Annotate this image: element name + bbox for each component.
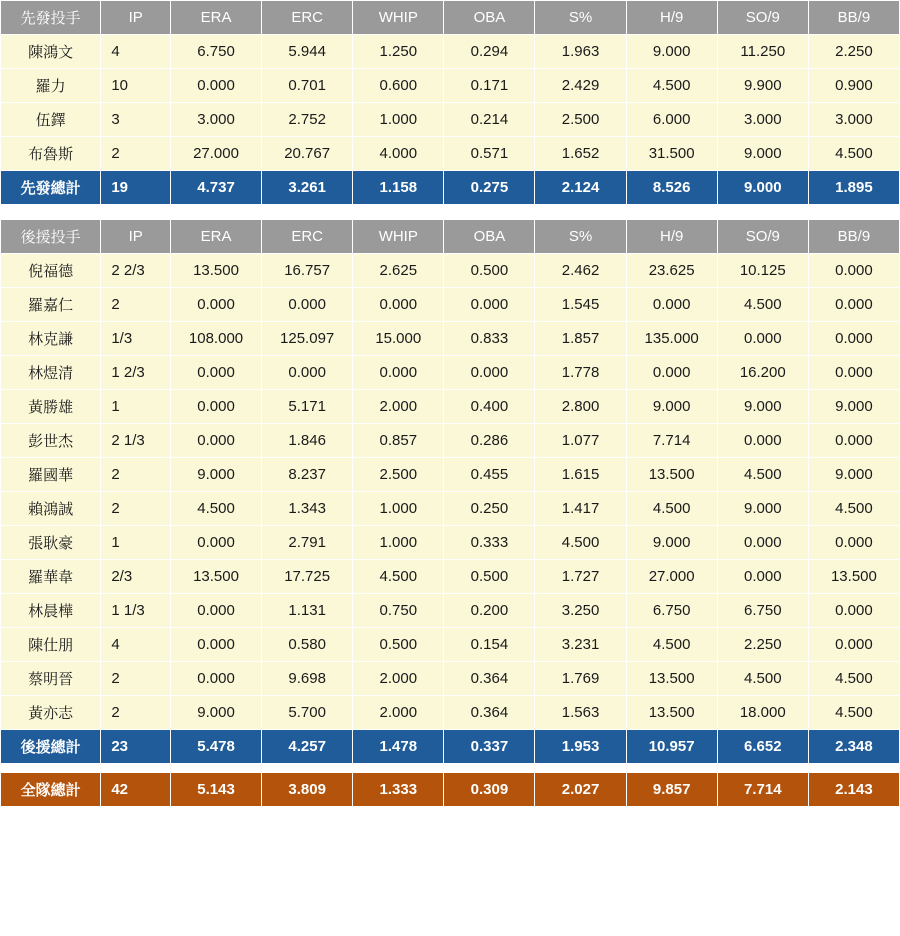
stat-h9: 9.000 [626,35,717,69]
stat-s-pct: 1.857 [535,322,626,356]
stat-ip: 4 [101,628,171,662]
stat-whip: 2.000 [353,696,444,730]
column-header-s-pct: S% [535,220,626,254]
total-whip: 1.478 [353,730,444,764]
column-header-erc: ERC [262,220,353,254]
stat-so9: 0.000 [717,424,808,458]
total-ip: 19 [101,171,171,205]
stat-ip: 1 1/3 [101,594,171,628]
starters-table-header [1,1,900,35]
player-name: 黃亦志 [1,696,101,730]
table-row [1,424,900,458]
total-oba: 0.337 [444,730,535,764]
stat-era: 13.500 [170,560,261,594]
total-whip: 1.158 [353,171,444,205]
column-header-h9: H/9 [626,220,717,254]
stat-s-pct: 3.250 [535,594,626,628]
stat-so9: 9.000 [717,137,808,171]
header-row [1,220,900,254]
stat-erc: 1.846 [262,424,353,458]
stat-oba: 0.000 [444,288,535,322]
table-row [1,35,900,69]
stat-ip: 1/3 [101,322,171,356]
stat-h9: 135.000 [626,322,717,356]
table-row [1,458,900,492]
stat-h9: 13.500 [626,662,717,696]
table-row [1,526,900,560]
player-name: 倪福德 [1,254,101,288]
grand-total-h9: 9.857 [626,773,717,807]
grand-total-oba: 0.309 [444,773,535,807]
column-header-relievers: 後援投手 [1,220,101,254]
stat-bb9: 3.000 [808,103,899,137]
stat-era: 0.000 [170,288,261,322]
stat-so9: 4.500 [717,288,808,322]
stat-erc: 16.757 [262,254,353,288]
stat-ip: 2 [101,288,171,322]
stat-era: 0.000 [170,390,261,424]
stat-era: 108.000 [170,322,261,356]
total-era: 5.478 [170,730,261,764]
stat-ip: 2 [101,137,171,171]
stat-bb9: 0.000 [808,322,899,356]
stat-so9: 10.125 [717,254,808,288]
column-header-era: ERA [170,220,261,254]
stat-whip: 1.000 [353,492,444,526]
stat-bb9: 4.500 [808,492,899,526]
stat-era: 0.000 [170,356,261,390]
stat-so9: 3.000 [717,103,808,137]
stat-s-pct: 1.615 [535,458,626,492]
column-header-h9: H/9 [626,1,717,35]
stat-oba: 0.833 [444,322,535,356]
stat-erc: 2.752 [262,103,353,137]
column-header-so9: SO/9 [717,1,808,35]
stat-whip: 0.000 [353,288,444,322]
stat-oba: 0.294 [444,35,535,69]
total-oba: 0.275 [444,171,535,205]
grand-total-row [1,773,900,807]
header-row [1,1,900,35]
column-header-era: ERA [170,1,261,35]
table-row [1,288,900,322]
stat-so9: 16.200 [717,356,808,390]
stat-bb9: 0.000 [808,356,899,390]
total-s-pct: 2.124 [535,171,626,205]
column-header-erc: ERC [262,1,353,35]
grand-total-body [1,773,900,807]
relievers-total-row [1,730,900,764]
player-name: 伍鐸 [1,103,101,137]
grand-total-erc: 3.809 [262,773,353,807]
stat-erc: 5.944 [262,35,353,69]
stat-era: 27.000 [170,137,261,171]
total-s-pct: 1.953 [535,730,626,764]
stat-s-pct: 3.231 [535,628,626,662]
total-erc: 4.257 [262,730,353,764]
stat-erc: 1.343 [262,492,353,526]
table-row [1,322,900,356]
player-name: 羅華韋 [1,560,101,594]
table-row [1,390,900,424]
stat-oba: 0.500 [444,560,535,594]
stat-h9: 0.000 [626,288,717,322]
stat-whip: 0.500 [353,628,444,662]
stat-oba: 0.364 [444,696,535,730]
starters-table [0,0,900,205]
relievers-table-body [1,254,900,764]
stat-era: 0.000 [170,69,261,103]
column-header-s-pct: S% [535,1,626,35]
total-ip: 23 [101,730,171,764]
stat-whip: 4.500 [353,560,444,594]
section-divider [0,205,900,219]
total-label: 先發總計 [1,171,101,205]
grand-total-so9: 7.714 [717,773,808,807]
stat-bb9: 4.500 [808,696,899,730]
stat-whip: 2.625 [353,254,444,288]
stat-h9: 6.000 [626,103,717,137]
stat-oba: 0.500 [444,254,535,288]
stat-era: 0.000 [170,662,261,696]
player-name: 彭世杰 [1,424,101,458]
stat-bb9: 0.000 [808,526,899,560]
stat-whip: 1.000 [353,103,444,137]
grand-total-era: 5.143 [170,773,261,807]
total-h9: 10.957 [626,730,717,764]
stat-ip: 4 [101,35,171,69]
stat-ip: 2 [101,696,171,730]
stat-oba: 0.154 [444,628,535,662]
player-name: 張耿豪 [1,526,101,560]
stat-bb9: 4.500 [808,662,899,696]
total-label: 後援總計 [1,730,101,764]
total-erc: 3.261 [262,171,353,205]
column-header-bb9: BB/9 [808,220,899,254]
stat-whip: 2.000 [353,662,444,696]
stat-so9: 9.000 [717,390,808,424]
player-name: 賴鴻誠 [1,492,101,526]
stat-oba: 0.000 [444,356,535,390]
stat-era: 9.000 [170,696,261,730]
starters-total-row [1,171,900,205]
column-header-whip: WHIP [353,220,444,254]
stat-s-pct: 2.429 [535,69,626,103]
stat-h9: 13.500 [626,696,717,730]
total-so9: 6.652 [717,730,808,764]
stat-era: 0.000 [170,424,261,458]
stat-erc: 0.000 [262,356,353,390]
stat-oba: 0.400 [444,390,535,424]
stat-ip: 1 2/3 [101,356,171,390]
stat-h9: 0.000 [626,356,717,390]
stat-era: 0.000 [170,628,261,662]
stat-erc: 2.791 [262,526,353,560]
stat-erc: 0.000 [262,288,353,322]
stat-ip: 10 [101,69,171,103]
stat-so9: 18.000 [717,696,808,730]
stat-bb9: 0.000 [808,424,899,458]
stat-s-pct: 1.963 [535,35,626,69]
column-header-so9: SO/9 [717,220,808,254]
table-row [1,628,900,662]
table-row [1,69,900,103]
stat-so9: 4.500 [717,662,808,696]
stat-oba: 0.333 [444,526,535,560]
stat-ip: 2 [101,662,171,696]
grand-total-whip: 1.333 [353,773,444,807]
table-row [1,254,900,288]
grand-total-s-pct: 2.027 [535,773,626,807]
player-name: 陳仕朋 [1,628,101,662]
table-row [1,662,900,696]
stat-h9: 23.625 [626,254,717,288]
table-row [1,137,900,171]
stat-era: 13.500 [170,254,261,288]
grand-total-table [0,772,900,807]
stat-bb9: 0.000 [808,288,899,322]
total-so9: 9.000 [717,171,808,205]
stat-ip: 3 [101,103,171,137]
stat-whip: 0.000 [353,356,444,390]
stat-erc: 5.171 [262,390,353,424]
stat-s-pct: 2.462 [535,254,626,288]
grand-total-ip: 42 [101,773,171,807]
player-name: 蔡明晉 [1,662,101,696]
stat-erc: 9.698 [262,662,353,696]
stat-erc: 8.237 [262,458,353,492]
column-header-whip: WHIP [353,1,444,35]
stat-oba: 0.455 [444,458,535,492]
stat-h9: 6.750 [626,594,717,628]
player-name: 羅嘉仁 [1,288,101,322]
stat-erc: 1.131 [262,594,353,628]
stat-so9: 4.500 [717,458,808,492]
stat-h9: 4.500 [626,628,717,662]
total-h9: 8.526 [626,171,717,205]
stat-s-pct: 4.500 [535,526,626,560]
stat-so9: 9.900 [717,69,808,103]
player-name: 布魯斯 [1,137,101,171]
stat-oba: 0.286 [444,424,535,458]
stat-whip: 1.250 [353,35,444,69]
stat-bb9: 0.000 [808,594,899,628]
stat-ip: 1 [101,390,171,424]
total-bb9: 1.895 [808,171,899,205]
table-row [1,696,900,730]
column-header-oba: OBA [444,220,535,254]
stat-erc: 0.701 [262,69,353,103]
player-name: 黃勝雄 [1,390,101,424]
stat-s-pct: 1.778 [535,356,626,390]
player-name: 林克謙 [1,322,101,356]
stat-whip: 0.600 [353,69,444,103]
stat-whip: 1.000 [353,526,444,560]
stat-s-pct: 1.077 [535,424,626,458]
section-divider [0,764,900,772]
stat-ip: 2 [101,492,171,526]
stat-s-pct: 1.545 [535,288,626,322]
stat-s-pct: 1.417 [535,492,626,526]
stat-erc: 125.097 [262,322,353,356]
stat-h9: 13.500 [626,458,717,492]
stat-ip: 2 2/3 [101,254,171,288]
stat-s-pct: 2.500 [535,103,626,137]
column-header-bb9: BB/9 [808,1,899,35]
stat-bb9: 2.250 [808,35,899,69]
table-row [1,356,900,390]
stat-so9: 6.750 [717,594,808,628]
stat-erc: 17.725 [262,560,353,594]
relievers-table [0,219,900,764]
total-bb9: 2.348 [808,730,899,764]
stat-era: 3.000 [170,103,261,137]
stat-oba: 0.200 [444,594,535,628]
stat-era: 9.000 [170,458,261,492]
column-header-ip: IP [101,1,171,35]
stat-h9: 9.000 [626,526,717,560]
stat-ip: 2 [101,458,171,492]
relievers-table-header [1,220,900,254]
stat-h9: 4.500 [626,69,717,103]
grand-total-bb9: 2.143 [808,773,899,807]
stat-h9: 7.714 [626,424,717,458]
table-row [1,103,900,137]
stat-s-pct: 1.652 [535,137,626,171]
player-name: 林煜清 [1,356,101,390]
stat-ip: 2 1/3 [101,424,171,458]
stat-so9: 0.000 [717,560,808,594]
stat-whip: 2.000 [353,390,444,424]
stat-h9: 27.000 [626,560,717,594]
stat-bb9: 9.000 [808,390,899,424]
stat-bb9: 9.000 [808,458,899,492]
stat-whip: 15.000 [353,322,444,356]
stat-erc: 20.767 [262,137,353,171]
stat-oba: 0.214 [444,103,535,137]
stat-era: 6.750 [170,35,261,69]
table-row [1,594,900,628]
stat-so9: 2.250 [717,628,808,662]
stat-oba: 0.250 [444,492,535,526]
stat-s-pct: 2.800 [535,390,626,424]
stat-bb9: 0.000 [808,628,899,662]
table-row [1,560,900,594]
table-row [1,492,900,526]
total-era: 4.737 [170,171,261,205]
column-header-oba: OBA [444,1,535,35]
stat-so9: 0.000 [717,526,808,560]
stat-so9: 0.000 [717,322,808,356]
grand-total-label: 全隊總計 [1,773,101,807]
stat-whip: 0.857 [353,424,444,458]
player-name: 陳鴻文 [1,35,101,69]
stat-so9: 9.000 [717,492,808,526]
stat-oba: 0.571 [444,137,535,171]
stat-ip: 2/3 [101,560,171,594]
stat-era: 4.500 [170,492,261,526]
stat-bb9: 0.000 [808,254,899,288]
stat-h9: 9.000 [626,390,717,424]
stat-so9: 11.250 [717,35,808,69]
stat-bb9: 0.900 [808,69,899,103]
player-name: 羅國華 [1,458,101,492]
stat-s-pct: 1.563 [535,696,626,730]
starters-table-body [1,35,900,205]
player-name: 羅力 [1,69,101,103]
stat-erc: 0.580 [262,628,353,662]
stat-era: 0.000 [170,594,261,628]
stat-bb9: 13.500 [808,560,899,594]
stat-whip: 4.000 [353,137,444,171]
stat-oba: 0.171 [444,69,535,103]
stat-h9: 31.500 [626,137,717,171]
column-header-ip: IP [101,220,171,254]
stat-oba: 0.364 [444,662,535,696]
column-header-starters: 先發投手 [1,1,101,35]
stat-s-pct: 1.769 [535,662,626,696]
player-name: 林晨樺 [1,594,101,628]
stat-h9: 4.500 [626,492,717,526]
stat-bb9: 4.500 [808,137,899,171]
stat-s-pct: 1.727 [535,560,626,594]
stat-era: 0.000 [170,526,261,560]
stat-whip: 0.750 [353,594,444,628]
stat-erc: 5.700 [262,696,353,730]
stat-whip: 2.500 [353,458,444,492]
stat-ip: 1 [101,526,171,560]
